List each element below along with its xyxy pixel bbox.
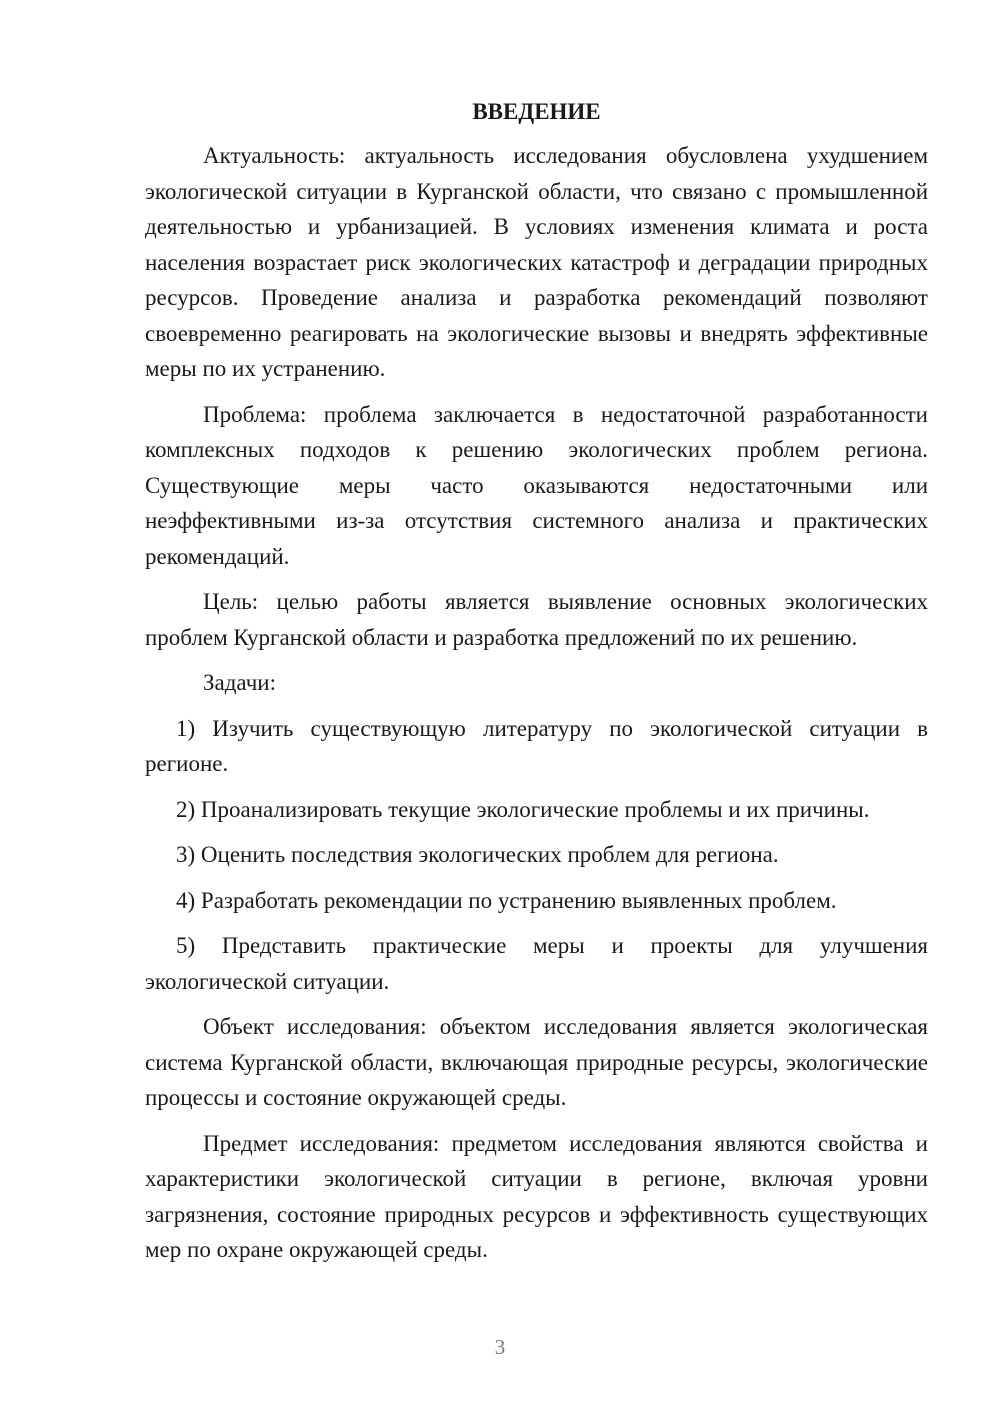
goal-paragraph: Цель: целью работы является выявление основных экологических проблем Курганской области и разработка предложений по их решению. xyxy=(145,589,928,650)
page-title: ВВЕДЕНИЕ xyxy=(472,99,601,124)
task-item: 3) Оценить последствия экологических проблем для региона. xyxy=(176,842,779,867)
task-item: 4) Разработать рекомендации по устранению выявленных проблем. xyxy=(176,887,837,913)
relevance-paragraph: Актуальность: актуальность исследования обусловлена ухудшением экологической ситуации в Курганской области, что связано с промышленной деятельностью и урбанизацией. В условиях изменения климата и роста населения возрастает риск экологических катастроф и деградации природных ресурсов. Проведение анализа и разработка рекомендаций позволяют своевременно реагировать на экологические вызовы и внедрять эффективные меры по их устранению. xyxy=(145,143,928,381)
task-item: 2) Проанализировать текущие экологические проблемы и их причины. xyxy=(176,796,870,822)
subject-paragraph: Предмет исследования: предметом исследования являются свойства и характеристики экологической ситуации в регионе, включая уровни загрязнения, состояние природных ресурсов и эффективность существующих мер по охране окружающей среды. xyxy=(145,1130,928,1262)
page-content xyxy=(145,96,928,1278)
task-item: 1) Изучить существующую литературу по экологической ситуации в регионе. xyxy=(145,715,928,776)
task-item: 5) Представить практические меры и проекты для улучшения экологической ситуации. xyxy=(145,933,928,994)
problem-paragraph: Проблема: проблема заключается в недостаточной разработанности комплексных подходов к решению экологических проблем региона. Существующие меры часто оказываются недостаточными или неэффективными из-за отсутствия системного анализа и практических рекомендаций. xyxy=(145,401,928,569)
tasks-heading: Задачи: xyxy=(203,670,276,695)
page-number: 3 xyxy=(494,1335,506,1359)
object-paragraph: Объект исследования: объектом исследования является экологическая система Курганской области, включающая природные ресурсы, экологические процессы и состояние окружающей среды. xyxy=(145,1014,928,1110)
